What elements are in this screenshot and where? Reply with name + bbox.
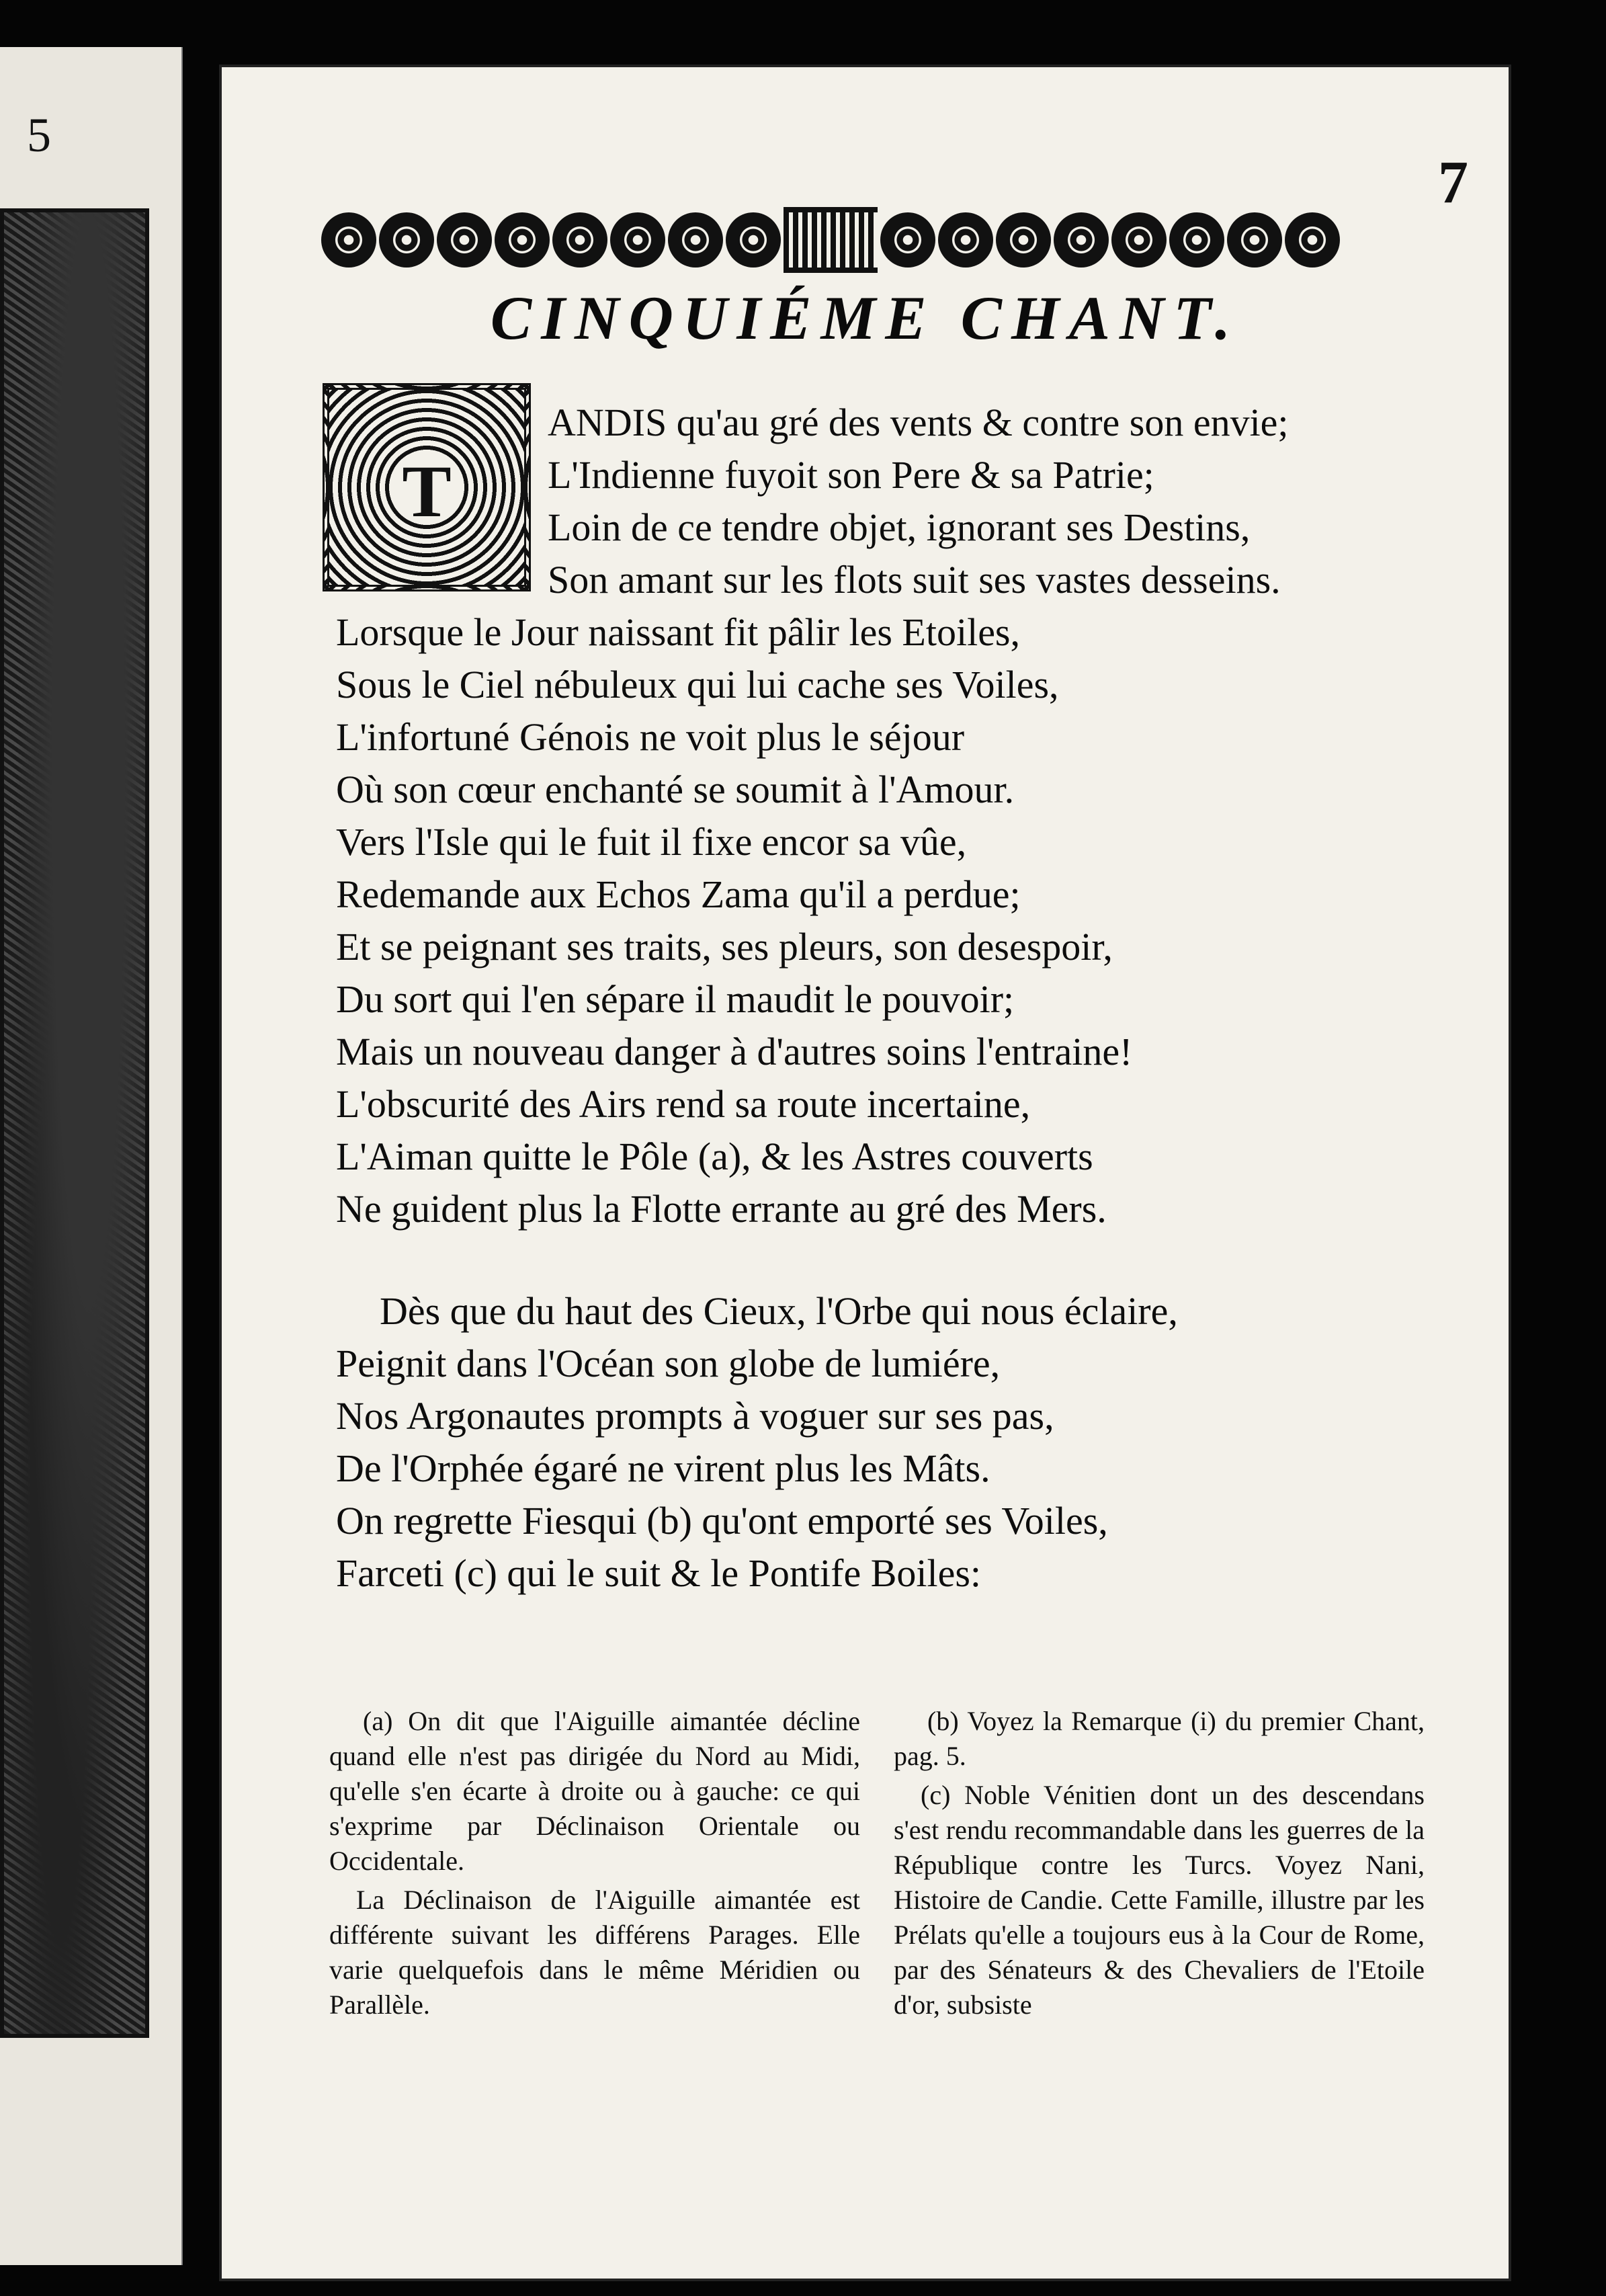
- verse-line: Sous le Ciel nébuleux qui lui cache ses Voiles,: [336, 663, 1059, 706]
- rosette-ornament: [1054, 212, 1109, 268]
- decorated-initial: [323, 383, 531, 591]
- rosette-ornament: [880, 212, 935, 268]
- verse-line: Du sort qui l'en sépare il maudit le pouvoir;: [336, 977, 1015, 1021]
- verse-line: ANDIS qu'au gré des vents & contre son envie;: [548, 401, 1289, 444]
- rosette-ornament: [668, 212, 723, 268]
- rosette-ornament: [996, 212, 1051, 268]
- verse-line: L'Aiman quitte le Pôle (a), & les Astres couverts: [336, 1135, 1093, 1178]
- rosette-ornament: [938, 212, 993, 268]
- verse-line: Ne guident plus la Flotte errante au gré des Mers.: [336, 1187, 1107, 1231]
- verse-line: Et se peignant ses traits, ses pleurs, son desespoir,: [336, 925, 1113, 969]
- footnote-b: (b) Voyez la Remarque (i) du premier Chant, pag. 5.: [894, 1706, 1425, 1771]
- verse-line: Vers l'Isle qui le fuit il fixe encor sa vûe,: [336, 820, 967, 864]
- rosette-ornament: [1111, 212, 1167, 268]
- page-number: 7: [1438, 149, 1468, 216]
- left-facing-page: [0, 47, 183, 2265]
- rosette-ornament: [495, 212, 550, 268]
- center-ornament: [784, 207, 878, 273]
- footnote-a: (a) On dit que l'Aiguille aimantée décline quand elle n'est pas dirigée du Nord au Midi, qu'elle s'en écarte à droite ou à gauche: ce qui s'exprime par Déclinaison Orientale ou Occidentale.: [329, 1706, 860, 1876]
- verse-line: Nos Argonautes prompts à voguer sur ses pas,: [336, 1394, 1054, 1438]
- verse-line: Lorsque le Jour naissant fit pâlir les Etoiles,: [336, 610, 1021, 654]
- rosette-ornament: [379, 212, 434, 268]
- footnote-c: (c) Noble Vénitien dont un des descendans s'est rendu recommandable dans les guerres de la République contre les Turcs. Voyez Nani, Histoire de Candie. Cette Famille, illustre par les Prélats qu'elle a toujours eus à la Cour de Rome, par des Sénateurs & des Chevaliers de l'Etoile d'or, subsiste: [894, 1780, 1425, 2020]
- rosette-ornament: [726, 212, 781, 268]
- verse-line: Farceti (c) qui le suit & le Pontife Boiles:: [336, 1551, 982, 1595]
- rosette-ornament: [610, 212, 665, 268]
- verse-line: Où son cœur enchanté se soumit à l'Amour.: [336, 768, 1015, 811]
- verse-line: L'infortuné Génois ne voit plus le séjour: [336, 715, 965, 759]
- footnotes-left-column: [329, 1704, 860, 2026]
- verse-line: Dès que du haut des Cieux, l'Orbe qui nous éclaire,: [380, 1289, 1178, 1333]
- engraving-illustration: [0, 208, 149, 2038]
- drop-cap-letter: T: [402, 450, 452, 532]
- rosette-ornament: [1169, 212, 1224, 268]
- footnote-a-continued: La Déclinaison de l'Aiguille aimantée est différente suivant les différens Parages. Elle varie quelquefois dans le même Méridien ou Parallèle.: [329, 1885, 860, 2020]
- verse-line: Mais un nouveau danger à d'autres soins l'entraine!: [336, 1030, 1133, 1073]
- rosette-ornament: [1285, 212, 1340, 268]
- chapter-title: CINQUIÉME CHANT.: [490, 284, 1240, 352]
- verse-line: Loin de ce tendre objet, ignorant ses Destins,: [548, 505, 1251, 549]
- footnotes-right-column: [894, 1704, 1425, 2026]
- rosette-ornament: [1227, 212, 1282, 268]
- verse-line: De l'Orphée égaré ne virent plus les Mâts.: [336, 1446, 990, 1490]
- ornament-headband: [321, 210, 1396, 270]
- rosette-ornament: [321, 212, 376, 268]
- verse-line: L'Indienne fuyoit son Pere & sa Patrie;: [548, 453, 1154, 497]
- verse-line: L'obscurité des Airs rend sa route incertaine,: [336, 1082, 1031, 1126]
- rosette-ornament: [437, 212, 492, 268]
- verse-line: Peignit dans l'Océan son globe de lumiére,: [336, 1342, 1001, 1385]
- verse-line: Son amant sur les flots suit ses vastes desseins.: [548, 558, 1281, 602]
- left-page-number: 5: [27, 108, 51, 162]
- verse-line: On regrette Fiesqui (b) qu'ont emporté ses Voiles,: [336, 1499, 1108, 1543]
- verse-line: Redemande aux Echos Zama qu'il a perdue;: [336, 872, 1021, 916]
- rosette-ornament: [552, 212, 607, 268]
- book-page: [222, 67, 1509, 2279]
